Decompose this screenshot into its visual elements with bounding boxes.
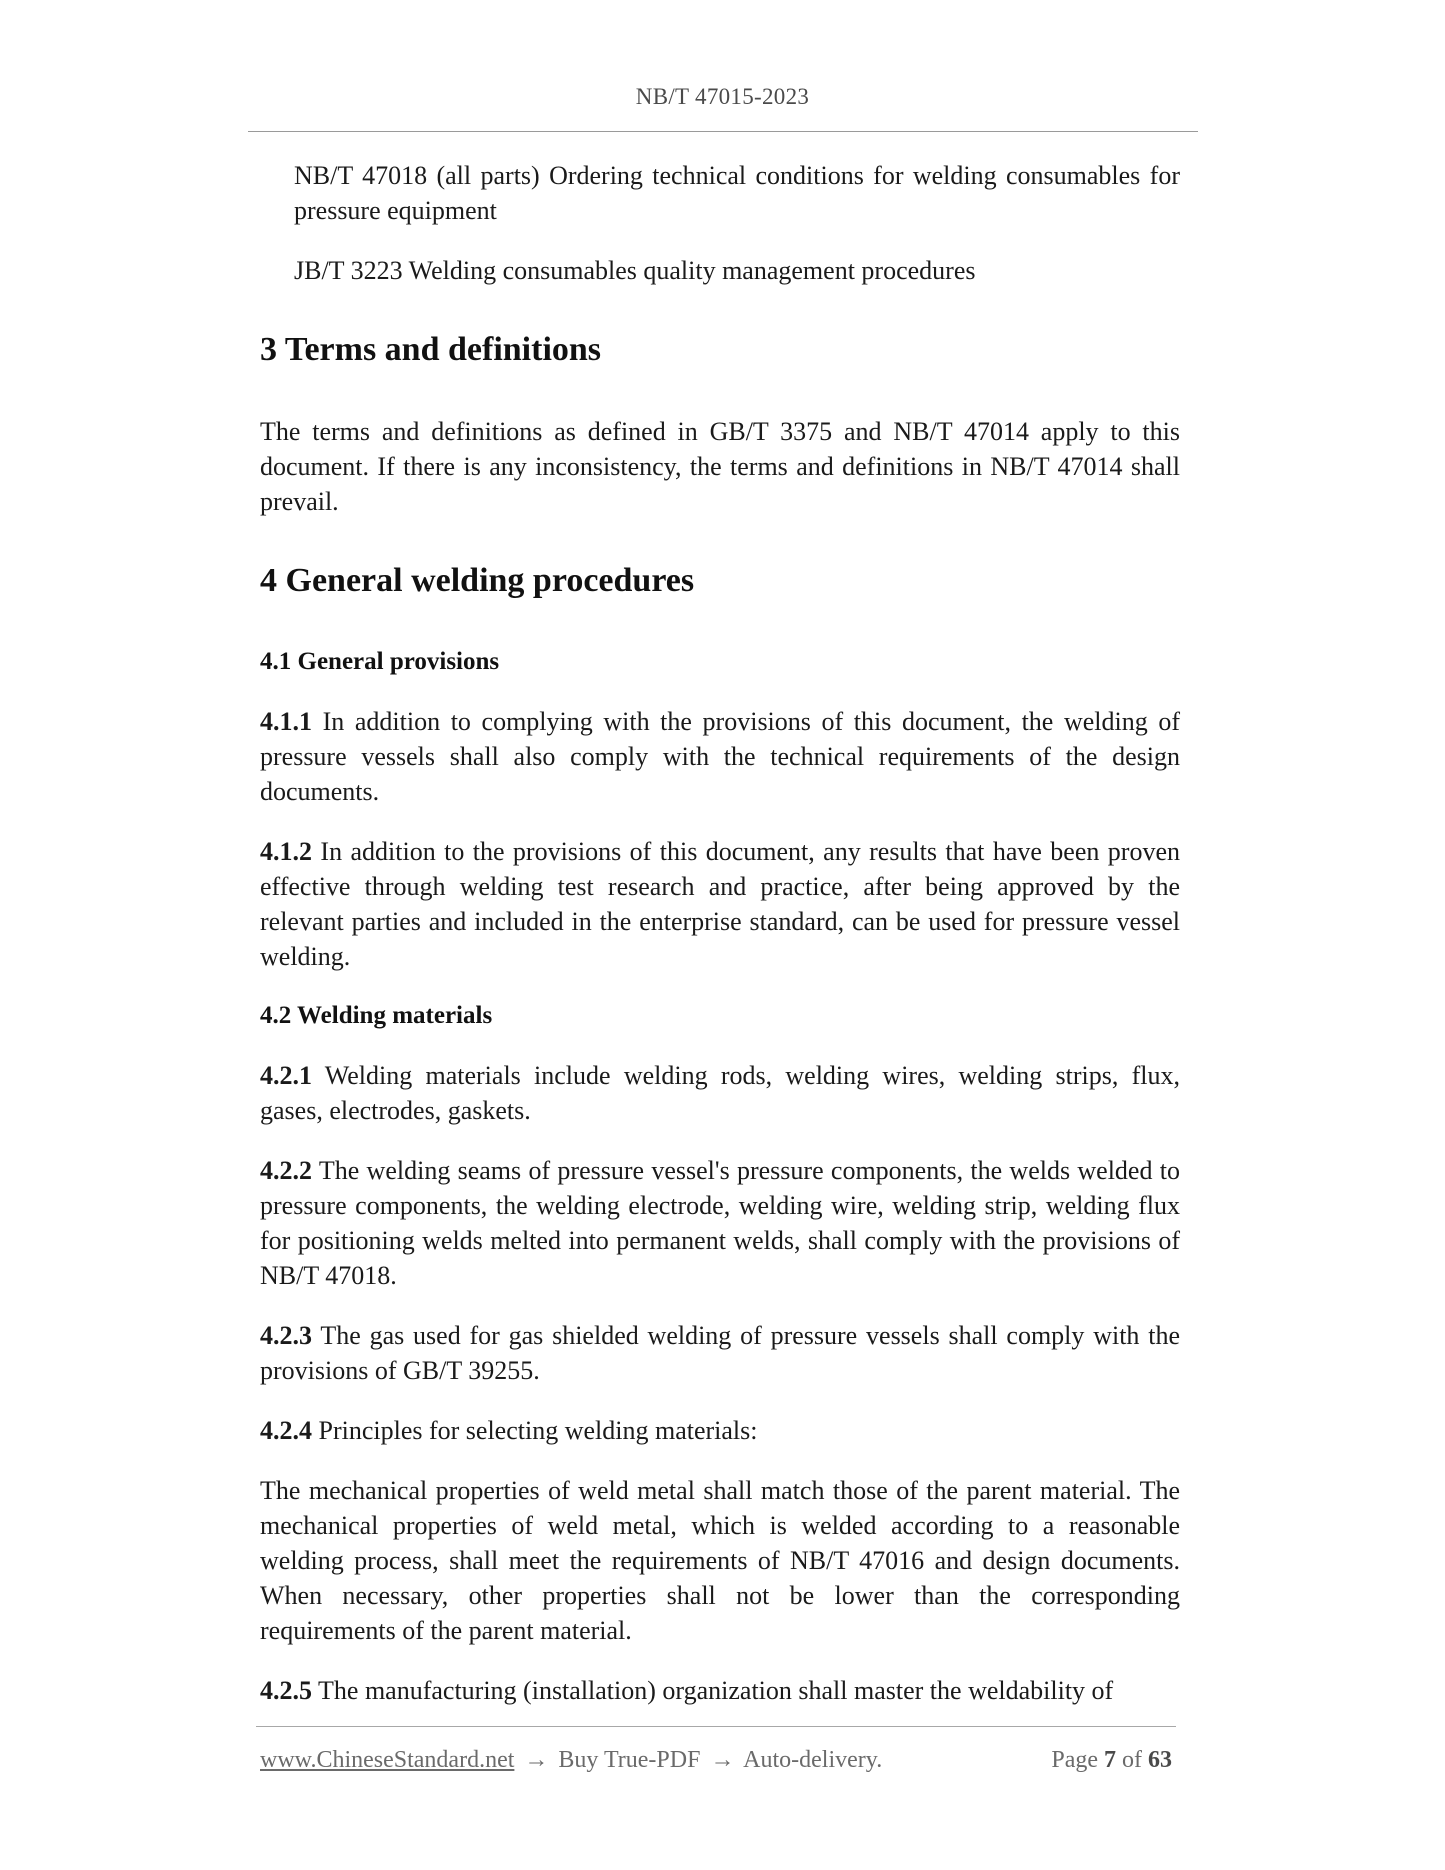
clause-4-2-5 <box>260 1673 1180 1708</box>
buy-pdf-text: Buy True-PDF <box>558 1747 701 1773</box>
clause-number: 4.2.5 <box>260 1676 312 1705</box>
clause-number: 4.1.2 <box>260 837 312 866</box>
clause-number: 4.2.1 <box>260 1061 312 1090</box>
clause-text: The manufacturing (installation) organization shall master the weldability of <box>312 1676 1114 1705</box>
clause-text: In addition to complying with the provisions of this document, the welding of pressure vessels shall also comply with the technical requirements of the design documents. <box>260 707 1180 806</box>
arrow-right-icon: → <box>710 1747 735 1773</box>
arrow-right-icon: → <box>524 1747 549 1773</box>
footer-divider <box>256 1726 1176 1727</box>
section-4-heading: 4 General welding procedures <box>260 562 695 599</box>
page-current: 7 <box>1104 1747 1116 1773</box>
auto-delivery-text: Auto-delivery. <box>743 1747 883 1773</box>
site-link[interactable]: www.ChineseStandard.net <box>260 1747 515 1773</box>
page-label: Page <box>1051 1747 1098 1773</box>
of-label: of <box>1122 1747 1142 1773</box>
clause-number: 4.2.3 <box>260 1321 312 1350</box>
clause-4-1-1 <box>260 704 1180 809</box>
clause-4-2-1 <box>260 1058 1180 1128</box>
page-number <box>1051 1744 1172 1776</box>
clause-4-2-2 <box>260 1153 1180 1293</box>
clause-4-2-3 <box>260 1318 1180 1388</box>
clause-number: 4.1.1 <box>260 707 312 736</box>
page-header-doc-id: NB/T 47015-2023 <box>635 84 810 109</box>
clause-4-1-2 <box>260 834 1180 974</box>
section-3-body: The terms and definitions as defined in GB/T 3375 and NB/T 47014 apply to this document. If there is any inconsistency, the terms and definitions in NB/T 47014 shall prevail. <box>260 417 1180 516</box>
section-3-heading: 3 Terms and definitions <box>260 331 602 368</box>
clause-text: The gas used for gas shielded welding of pressure vessels shall comply with the provisions of GB/T 39255. <box>260 1321 1180 1385</box>
clause-text: Principles for selecting welding materials: <box>312 1416 758 1445</box>
reference-jbt-3223: JB/T 3223 Welding consumables quality management procedures <box>294 256 976 285</box>
subsection-4-2-heading: 4.2 Welding materials <box>260 1002 493 1029</box>
clause-4-2-4-body: The mechanical properties of weld metal shall match those of the parent material. The mechanical properties of weld metal, which is welded according to a reasonable welding process, shall meet the requirements of NB/T 47016 and design documents. When necessary, other properties shall not be lower than the corresponding requirements of the parent material. <box>260 1476 1180 1645</box>
clause-number: 4.2.2 <box>260 1156 312 1185</box>
clause-text: The welding seams of pressure vessel's pressure components, the welds welded to pressure components, the welding electrode, welding wire, welding strip, welding flux for positioning welds melted into permanent welds, shall comply with the provisions of NB/T 47018. <box>260 1156 1180 1290</box>
subsection-4-1-heading: 4.1 General provisions <box>260 648 500 675</box>
page-total: 63 <box>1148 1747 1172 1773</box>
clause-text: Welding materials include welding rods, welding wires, welding strips, flux, gases, electrodes, gaskets. <box>260 1061 1180 1125</box>
clause-text: In addition to the provisions of this document, any results that have been proven effective through welding test research and practice, after being approved by the relevant parties and included in the enterprise standard, can be used for pressure vessel welding. <box>260 837 1180 971</box>
clause-number: 4.2.4 <box>260 1416 312 1445</box>
header-divider <box>248 131 1198 132</box>
document-body <box>260 158 1180 1733</box>
footer-promo <box>260 1744 882 1776</box>
reference-nbt-47018: NB/T 47018 (all parts) Ordering technical conditions for welding consumables for pressure equipment <box>294 161 1180 225</box>
clause-4-2-4 <box>260 1413 1180 1448</box>
